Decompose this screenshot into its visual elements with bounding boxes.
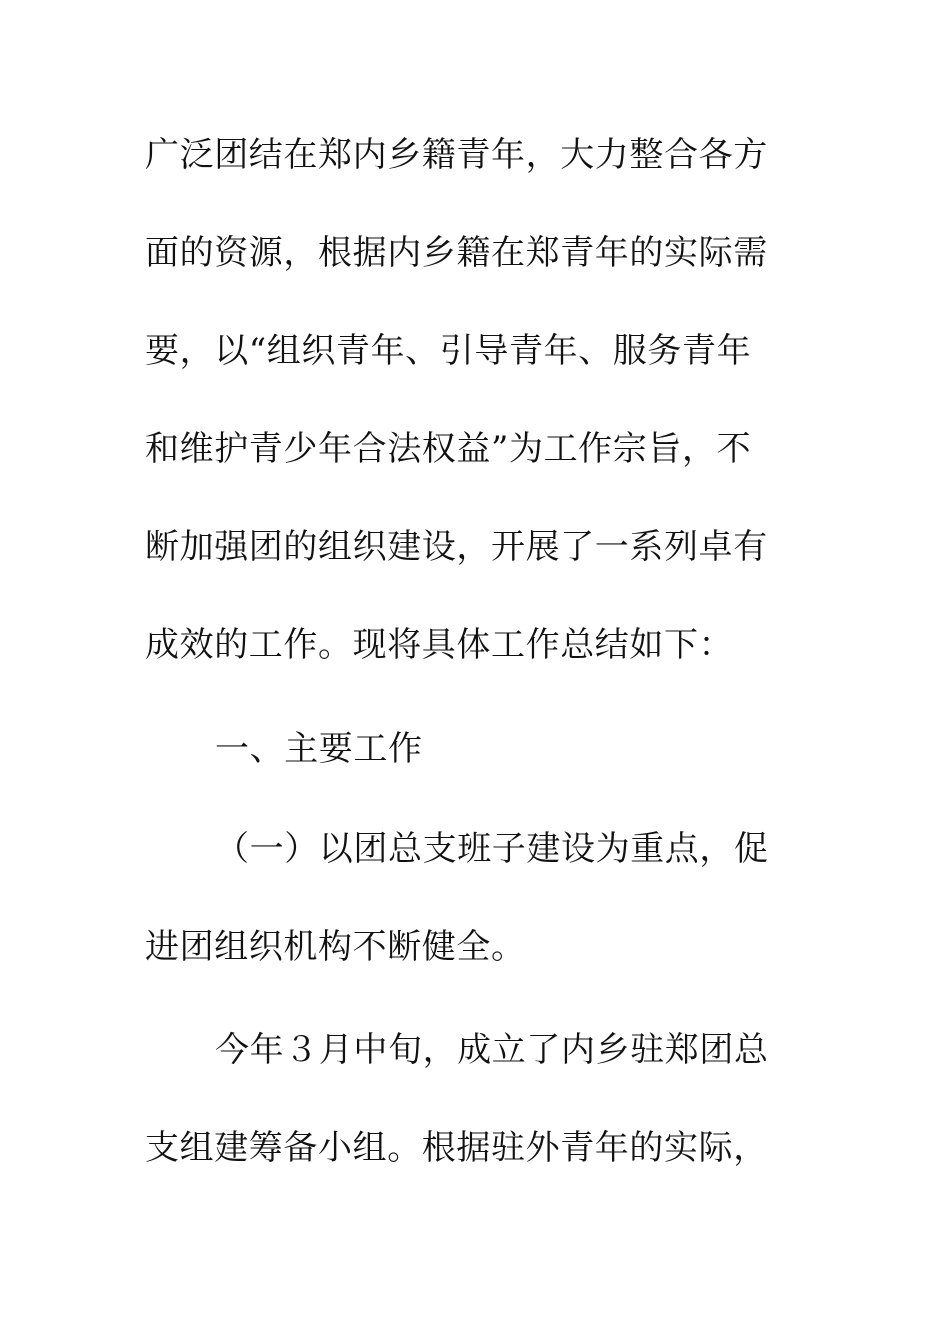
paragraph-line: 成效的工作。现将具体工作总结如下： [145,625,734,665]
subsection-heading-line: 进团组织机构不断健全。 [145,927,526,967]
paragraph-line: 面的资源，根据内乡籍在郑青年的实际需 [145,233,768,273]
paragraph-line: 广泛团结在郑内乡籍青年，大力整合各方 [145,135,768,175]
paragraph-line: 断加强团的组织建设，开展了一系列卓有 [145,527,768,567]
section-heading: 一、主要工作 [215,729,423,769]
paragraph-line: 要，以“组织青年、引导青年、服务青年 [145,331,752,371]
subsection-heading-line: （一）以团总支班子建设为重点，促 [215,829,769,869]
paragraph-line: 支组建筹备小组。根据驻外青年的实际， [145,1128,768,1168]
paragraph-line: 和维护青少年合法权益”为工作宗旨，不 [145,429,752,469]
paragraph-line: 今年３月中旬，成立了内乡驻郑团总 [215,1030,769,1070]
